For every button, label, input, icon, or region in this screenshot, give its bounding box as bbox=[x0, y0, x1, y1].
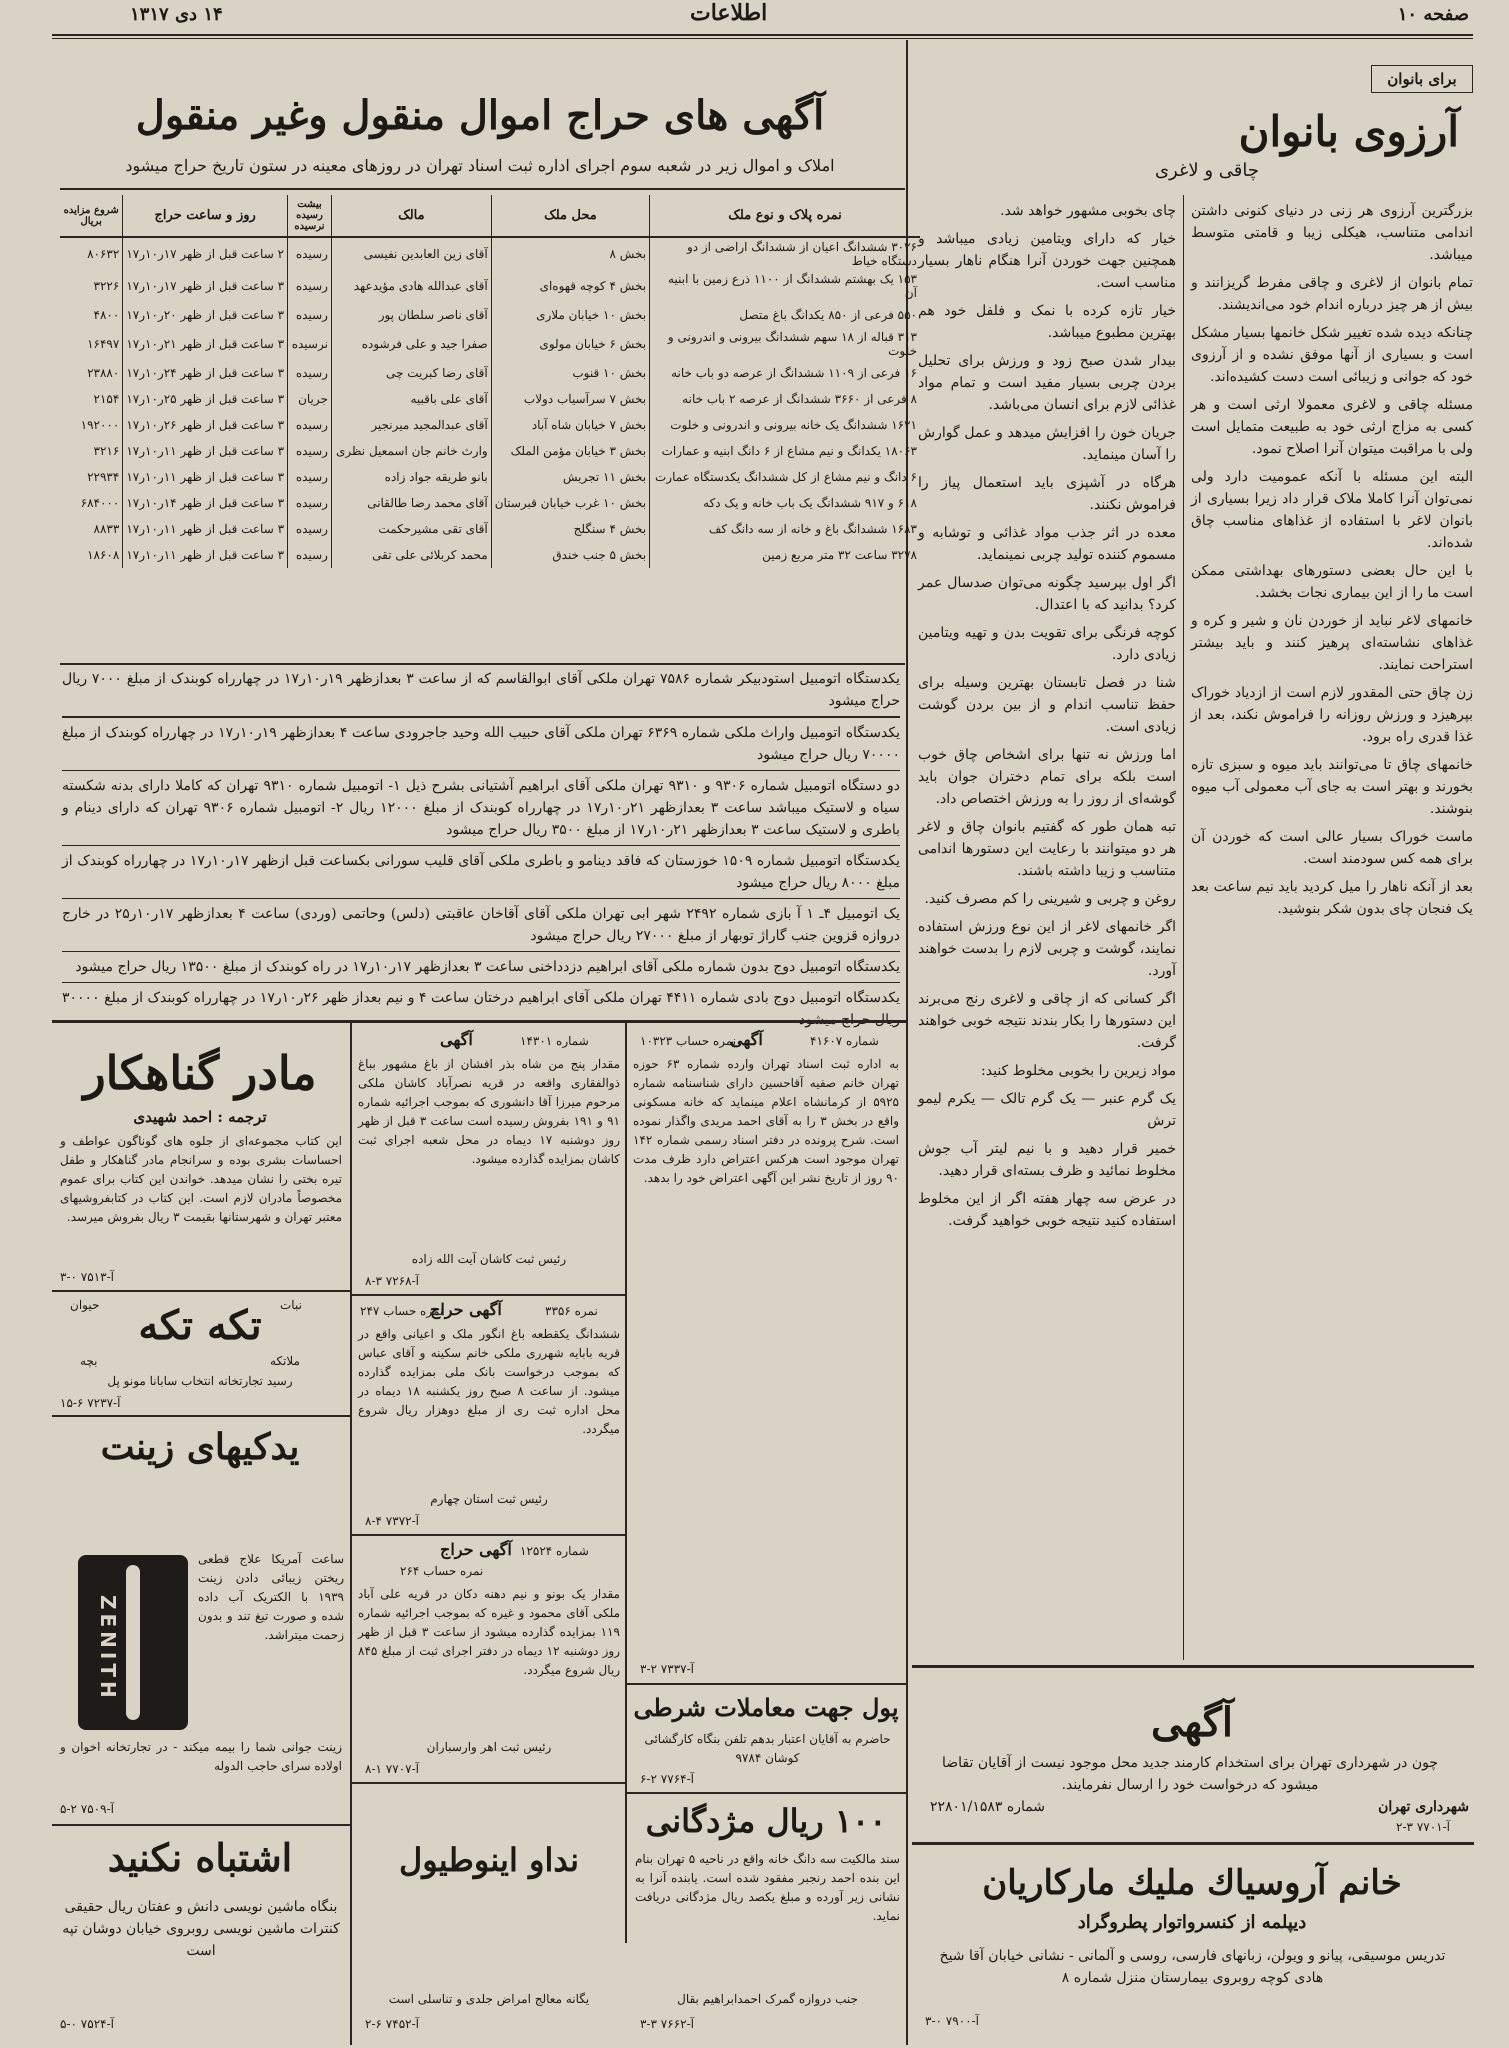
table-cell: بخش ۳ خیابان مؤمن الملک bbox=[491, 438, 649, 464]
table-row bbox=[60, 328, 920, 360]
article-paragraph: تمام بانوان از لاغری و چاقی مفرط گریزانند و بیش از هر چیز درباره اندام خود می‌اندیشند. bbox=[1191, 275, 1473, 313]
nedavino-body: یگانه معالج امراض جلدی و تناسلی است bbox=[388, 1992, 590, 2006]
tikka-sub: نبات bbox=[280, 1298, 302, 1312]
notice3-footer: رئیس ثبت استان چهارم bbox=[430, 1492, 548, 1506]
column-header: محل ملک bbox=[491, 195, 649, 237]
table-row bbox=[60, 464, 920, 490]
novel-code: آ-۷۵۱۳ ۰-۳ bbox=[60, 1270, 114, 1284]
article-title: آرزوی بانوان bbox=[1238, 107, 1459, 156]
page-number: صفحه ۱۰ bbox=[1397, 4, 1469, 25]
notice-paragraph: یکدستگاه اتومبیل دوج بدون شماره ملکی آقای ابراهیم دزدداخنی ساعت ۳ بعدازظهر ۱۷ر۱۰ر۱۷ در راه کوبندک از مبلغ ۱۳۵۰۰ ریال حراج میشود bbox=[75, 959, 900, 975]
reward-code: آ-۷۶۶۲ ۳-۳ bbox=[640, 2017, 694, 2031]
table-cell: بخش ۴ کوچه قهوه‌ای bbox=[491, 270, 649, 302]
article-column-right bbox=[1191, 200, 1473, 926]
article-paragraph: خیار تازه کرده با نمک و فلفل خود هم بهترین مطبوع میباشد. bbox=[918, 303, 1176, 341]
table-row bbox=[60, 270, 920, 302]
novel-title: مادر گناهکار bbox=[83, 1046, 317, 1100]
column-header: شروع مزایده بریال bbox=[60, 195, 123, 237]
table-cell: بخش ۷ سرآسیاب دولاب bbox=[491, 386, 649, 412]
tikka-sub: حیوان bbox=[70, 1298, 100, 1312]
notice3-code: آ-۷۳۷۲ ۴-۸ bbox=[365, 1514, 419, 1528]
notice3-account: نمره حساب ۲۴۷ bbox=[360, 1304, 444, 1318]
table-cell: ۶ دانگ و نیم مشاع از کل ششدانگ یکدستگاه عمارت bbox=[650, 464, 920, 490]
auction-table bbox=[60, 195, 920, 568]
article-paragraph: بزرگترین آرزوی هر زنی در دنیای کنونی داشتن اندامی متناسب، هیکلی زیبا و قامتی متوسط میباشد. bbox=[1191, 203, 1473, 263]
notice3-number: نمره ۳۳۵۶ bbox=[545, 1304, 598, 1318]
music-title: خانم آروسیاك ملیك ماركاریان bbox=[982, 1863, 1402, 1903]
tikka-code: آ-۷۲۳۷ ۶-۱۵ bbox=[60, 1396, 121, 1410]
table-cell: آقای عبدالمجید میرنجیر bbox=[331, 412, 491, 438]
table-cell: ۱۸۶۰۸ bbox=[87, 548, 120, 562]
jewelry-title: یدکیهای زینت bbox=[100, 1426, 300, 1468]
column-header: بیشت رسیده نرسیده bbox=[288, 195, 332, 237]
article-paragraph: روغن و چربی و شیرینی را کم مصرف کنید. bbox=[924, 891, 1176, 907]
nedavino-code: آ-۷۴۵۲ ۶-۲ bbox=[365, 2017, 419, 2031]
table-cell: ۲۲۹۳۴ bbox=[87, 470, 120, 484]
table-cell: ۴۸۰۰ bbox=[93, 308, 120, 322]
table-cell: ۶۸۴۰۰۰ bbox=[80, 496, 120, 510]
notice2-footer: رئیس ثبت کاشان آیت الله زاده bbox=[411, 1252, 567, 1266]
article-paragraph: البته این مسئله با آنکه عمومیت دارد ولی نمی‌توان آنرا کاملا ملاک قرار داد زیرا بسیاری از بانوان لاغر با استفاده از غذاهای مناسب چاق شده‌اند. bbox=[1191, 469, 1473, 551]
table-cell: ۱۹۲۰۰۰ bbox=[80, 418, 120, 432]
table-cell: ۵۵۰ فرعی از ۸۵۰ یکدانگ باغ متصل bbox=[650, 302, 920, 328]
article-paragraph: تبه همان طور که گفتیم بانوان چاق و لاغر هر دو میتوانند با رعایت این دستورها اندامی متناسب و زیبا داشته باشند. bbox=[918, 819, 1176, 879]
table-row bbox=[60, 542, 920, 568]
notice-paragraph: یک اتومبیل ۴ـ ۱ آ بازی شماره ۲۴۹۲ شهر ابی تهران ملکی آقای آقاخان عاقبتی (دلس) وحاتمی (وردی) ساعت ۴ بعدازظهر ۱۷ر۱۰ر۲۵ در خارج دروازه قزوین جنب گاراژ توبهار از مبلغ ۲۷۰۰۰ ریال حراج میشود bbox=[62, 906, 900, 944]
table-cell: ۱۶ فرعی از ۱۱۰۹ ششدانگ از عرصه دو باب خانه bbox=[650, 360, 920, 386]
notice3-body: ششدانگ یکقطعه باغ انگور ملک و اعیانی واقع در قریه بابایه شهرری ملکی خانم سکینه و آقای عباس که بموجب درخواست بانک ملی بمزایده گذارده میشود. از ساعت ۸ صبح روز یکشنبه ۱۸ دیماه در محل اداره ثبت ری از مبلغ دوهزار ریال شروع میگردد. bbox=[358, 1327, 620, 1436]
loan-body: حاضرم به آقایان اعتبار بدهم تلفن بنگاه کارگشائی کوشان ۹۷۸۴ bbox=[644, 1732, 891, 1765]
column-header: مالک bbox=[331, 195, 491, 237]
column-header: نمره پلاک و نوع ملک bbox=[650, 195, 920, 237]
table-cell: آقای علی باقبیه bbox=[331, 386, 491, 412]
table-cell: بخش ۸ bbox=[491, 237, 649, 270]
table-cell: بانو طریقه جواد زاده bbox=[331, 464, 491, 490]
mistake-code: آ-۷۵۲۴ ۰-۵ bbox=[60, 2017, 114, 2031]
notice-paragraph: دو دستگاه اتومبیل شماره ۹۳۰۶ و ۹۳۱۰ تهران ملکی آقای ابراهیم آشتیانی بشرح ذیل ۱- اتومبیل شماره ۹۳۱۰ تهران که کاملا دارای بدنه شکسته سیاه و لاستیک میباشد ساعت ۳ بعدازظهر ۲۱ر۱۰ر۱۷ در چهارراه کوبندک از مبلغ ۱۲۰۰۰ ریال ۲- اتومبیل شماره ۹۳۰۶ تهران که دارای دینام و باطری و لاستیک ساعت ۳ بعدازظهر ۲۱ر۱۰ر۱۷ از مبلغ ۳۵۰۰ ریال حراج میشود bbox=[62, 778, 900, 838]
municipal-body: چون در شهرداری تهران برای استخدام کارمند جدید محل موجود نیست از آقایان تقاضا میشود که درخواست خود را ارسال نفرمایند. bbox=[942, 1755, 1438, 1793]
table-cell: ۲ ساعت قبل از ظهر ۱۷ر۱۰ر۱۷ bbox=[123, 237, 288, 270]
table-cell: ۳۲۱۶ bbox=[93, 444, 120, 458]
notice-paragraph: یکدستگاه اتومبیل شماره ۱۵۰۹ خوزستان که فاقد دینامو و باطری ملکی آقای قلیب سورانی بکساعت قبل ازظهر ۱۷ر۱۰ر۱۷ در چهارراه کوبندک از مبلغ ۸۰۰۰ ریال حراج میشود bbox=[62, 853, 900, 891]
issue-date: ۱۴ دی ۱۳۱۷ bbox=[130, 4, 223, 25]
table-cell: ۳ ساعت قبل از ظهر ۲۶ر۱۰ر۱۷ bbox=[123, 412, 288, 438]
municipal-footer: شهرداری تهران bbox=[1378, 1799, 1469, 1815]
reward-body: سند مالکیت سه دانگ خانه واقع در ناحیه ۵ تهران بنام این بنده احمد رنجبر مفقود شده است. یابنده آنرا به نشانی زیر آورده و مبلغ یکصد ریال مژدگانی دریافت نماید. bbox=[635, 1852, 900, 1923]
table-cell: رسیده bbox=[288, 542, 332, 568]
table-cell: ۳۲۷۸ ساعت ۳۲ متر مربع زمین bbox=[650, 542, 920, 568]
reward-footer: جنب دروازه گمرک احمدابراهیم بقال bbox=[677, 1992, 858, 2006]
article-paragraph: در عرض سه چهار هفته اگر از این مخلوط استفاده کنید نتیجه خوبی خواهید گرفت. bbox=[918, 1191, 1176, 1229]
article-paragraph: شنا در فصل تابستان بهترین وسیله برای حفظ تناسب اندام و از بین بردن گوشت زیادی است. bbox=[918, 675, 1176, 735]
notice4-code: آ-۷۷۰۷ ۱-۸ bbox=[365, 1762, 419, 1776]
article-column-left bbox=[918, 200, 1176, 1238]
table-row bbox=[60, 386, 920, 412]
notice1-number: شماره ۴۱۶۰۷ bbox=[810, 1034, 879, 1048]
table-cell: بخش ۱۰ قنوب bbox=[491, 360, 649, 386]
music-code: آ-۷۹۰۰ ۰-۳ bbox=[925, 2014, 979, 2028]
section-label: برای بانوان bbox=[1371, 65, 1473, 93]
notice1-account: نمره حساب ۱۰۳۲۳ bbox=[640, 1034, 737, 1048]
table-cell: بخش ۵ جنب خندق bbox=[491, 542, 649, 568]
article-paragraph: با این حال بعضی دستورهای بهداشتی ممکن است ما را از این بیماری نجات بخشد. bbox=[1191, 563, 1473, 601]
mistake-title: اشتباه نکنید bbox=[107, 1835, 293, 1880]
article-paragraph: زن چاق حتی المقدور لازم است از ازدیاد خوراک بپرهیزد و ورزش روزانه را فراموش نکند، بعد از غذا قدری راه برود. bbox=[1191, 685, 1473, 745]
table-cell: آقای عبدالله هادی مؤیدعهد bbox=[331, 270, 491, 302]
notice2-body: مقدار پنج من شاه بذر افشان از باغ مشهور بباغ ذوالفقاری واقعه در قریه نصرآباد کاشان ملکی مرحوم میرزا آقا دانشوری که بموجب اجرائیه شماره ۹۱ و ۱۹۱ بفروش رسیده است ساعت ۳ قبل از ظهر روز دوشنبه ۱۷ دیماه در محل شعبه اجرای ثبت کاشان بمزایده گذارده میشود. bbox=[358, 1057, 620, 1166]
notice2-title: آگهی bbox=[440, 1030, 473, 1049]
article-paragraph: بعد از آنکه ناهار را میل کردید باید نیم ساعت بعد یک فنجان چای بدون شکر بنوشید. bbox=[1191, 879, 1473, 917]
table-cell: نرسیده bbox=[288, 328, 332, 360]
table-cell: رسیده bbox=[288, 490, 332, 516]
table-cell: ۸ فرعی از ۳۶۶۰ ششدانگ از عرصه ۲ باب خانه bbox=[650, 386, 920, 412]
article-paragraph: خیار که دارای ویتامین زیادی میباشد و همچنین جهت خوردن آنرا هنگام ناهار بسیار مناسب است. bbox=[918, 231, 1176, 291]
table-cell: رسیده bbox=[288, 302, 332, 328]
article-paragraph: اگر خانمهای لاغر از این نوع ورزش استفاده نمایند، گوشت و چربی لازم را بدست خواهند آورد. bbox=[918, 919, 1176, 979]
table-cell: ۳ ساعت قبل از ظهر ۱۴ر۱۰ر۱۷ bbox=[123, 490, 288, 516]
auction-title: آگهی های حراج اموال منقول وغیر منقول bbox=[135, 92, 825, 139]
tikka-sub: ملاتکه bbox=[270, 1354, 300, 1368]
vehicle-notices bbox=[62, 668, 900, 1034]
article-paragraph: چای بخوبی مشهور خواهد شد. bbox=[1000, 203, 1176, 219]
novel-translator: ترجمه : احمد شهیدی bbox=[133, 1108, 267, 1126]
table-cell: ۳ ساعت قبل از ظهر ۲۴ر۱۰ر۱۷ bbox=[123, 360, 288, 386]
table-cell: ۱۶۸۳ ششدانگ باغ و خانه از سه دانگ کف bbox=[650, 516, 920, 542]
table-cell: آقای تقی مشیرحکمت bbox=[331, 516, 491, 542]
article-paragraph: خمیر قرار دهید و با نیم لیتر آب جوش مخلوط نمائید و ظرف بسته‌ای قرار دهید. bbox=[918, 1141, 1176, 1179]
article-paragraph: معده در اثر جذب مواد غذائی و توشابه و مسموم کننده تولید چربی نمینماید. bbox=[918, 525, 1176, 563]
article-subtitle: چاقی و لاغری bbox=[1154, 160, 1259, 181]
table-cell: بخش ۷ خیابان شاه آباد bbox=[491, 412, 649, 438]
table-cell: ۳ ساعت قبل از ظهر ۱۱ر۱۰ر۱۷ bbox=[123, 542, 288, 568]
article-paragraph: جریان خون را افزایش میدهد و عمل گوارش را آسان مینماید. bbox=[918, 425, 1176, 463]
article-paragraph: هرگاه در آشپزی باید استعمال پیاز را فراموش نکنند. bbox=[918, 475, 1176, 513]
article-paragraph: یک گرم عنبر — یک گرم تالک — یکرم لیمو ترش bbox=[918, 1091, 1176, 1129]
table-cell: ۳ ساعت قبل از ظهر ۲۰ر۱۰ر۱۷ bbox=[123, 302, 288, 328]
table-cell: ۳ ساعت قبل از ظهر ۲۱ر۱۰ر۱۷ bbox=[123, 328, 288, 360]
municipal-code: آ-۷۷۰۱ ۳-۲ bbox=[1396, 1820, 1450, 1834]
table-cell: ۱۸۰۶۳ یکدانگ و نیم مشاع از ۶ دانگ ابنیه و عمارات bbox=[650, 438, 920, 464]
novel-body: این کتاب مجموعه‌ای از جلوه های گوناگون عواطف و احساسات بشری بوده و سرانجام مادر گناهکار و طفل تیره بختی را نشان میدهد. خواندن این کتاب برای عموم مخصوصاً مادران لازم است. این کتاب در کتابفروشیهای معتبر تهران و شهرستانها بقیمت ۳ ریال بفروش میرسد. bbox=[60, 1134, 342, 1224]
column-header: روز و ساعت حراج bbox=[123, 195, 288, 237]
loan-code: آ-۷۷۶۴ ۲-۶ bbox=[640, 1772, 694, 1786]
article-paragraph: کوچه فرنگی برای تقویت بدن و تهیه ویتامین زیادی دارد. bbox=[918, 625, 1176, 663]
paper-name: اطلاعات bbox=[690, 0, 768, 26]
table-cell: جریان bbox=[288, 386, 332, 412]
table-cell: بخش ۶ خیابان مولوی bbox=[491, 328, 649, 360]
table-row bbox=[60, 438, 920, 464]
table-cell: ۸۸۳۳ bbox=[93, 522, 120, 536]
table-cell: رسیده bbox=[288, 270, 332, 302]
municipal-title: آگهی bbox=[1151, 1699, 1233, 1746]
article-paragraph: خانمهای لاغر نباید از خوردن نان و شیر و کره و غذاهای نشاسته‌ای پرهیز کنند و باید بیشتر استراحت نمایند. bbox=[1191, 613, 1473, 673]
notice-paragraph: یکدستگاه اتومبیل واراث ملکی شماره ۶۳۶۹ تهران ملکی آقای حبیب الله وحید جاجرودی ساعت ۴ بعدازظهر ۱۹ر۱۰ر۱۷ در چهارراه کوبندک از مبلغ ۷۰۰۰۰ ریال حراج میشود bbox=[62, 725, 900, 763]
table-cell: بخش ۱۰ خیابان ملاری bbox=[491, 302, 649, 328]
jewelry-body-2: زینت جوانی شما را بیمه میکند - در تجارتخانه اخوان و اولاده سرای حاجب الدوله bbox=[60, 1740, 342, 1773]
jewelry-code: آ-۷۵۰۹ ۲-۵ bbox=[60, 1802, 114, 1816]
table-cell: محمد کربلائی علی تقی bbox=[331, 542, 491, 568]
table-cell: ۱۶۴۹۷ bbox=[87, 337, 120, 351]
table-cell: ۱۵۳ یک بهشتم ششدانگ از ۱۱۰۰ ذرع زمین با ابنیه آن bbox=[650, 270, 920, 302]
reward-title: ۱۰۰ ریال مژدگانی bbox=[645, 1802, 887, 1840]
table-row bbox=[60, 302, 920, 328]
tikka-body: رسید تجارتخانه انتخاب سابانا مونو پل bbox=[107, 1374, 293, 1388]
table-cell: رسیده bbox=[288, 412, 332, 438]
table-cell: ۳ ساعت قبل از ظهر ۲۵ر۱۰ر۱۷ bbox=[123, 386, 288, 412]
table-row bbox=[60, 490, 920, 516]
table-cell: ۳ ساعت قبل از ظهر ۱۷ر۱۰ر۱۷ bbox=[123, 270, 288, 302]
table-cell: ۳۱۳ قباله از ۱۸ سهم ششدانگ بیرونی و اندرونی و خلوت bbox=[650, 328, 920, 360]
notice-paragraph: یکدستگاه اتومبیل استودبیکر شماره ۷۵۸۶ تهران ملکی آقای ابوالقاسم که از ساعت ۳ بعدازظهر ۱۹ر۱۰ر۱۷ در چهارراه کوبندک از مبلغ ۷۰۰۰ ریال حراج میشود bbox=[62, 671, 901, 709]
notice1-code: آ-۷۳۳۷ ۲-۳ bbox=[640, 1662, 694, 1676]
table-cell: آقای رضا کبریت چی bbox=[331, 360, 491, 386]
table-cell: بخش ۱۰ غرب خیابان قبرستان bbox=[491, 490, 649, 516]
music-body: تدریس موسیقی، پیانو و ویولن، زبانهای فارسی، روسی و آلمانی - نشانی خیابان آقا شیخ هادی کوچه روبروی بیمارستان منزل شماره ۸ bbox=[939, 1948, 1446, 1986]
razor-brand: ZENITH bbox=[96, 1595, 120, 1702]
auction-intro: املاک و اموال زیر در شعبه سوم اجرای اداره ثبت اسناد تهران در روزهای معینه در ستون تاریخ حراج میشود bbox=[125, 156, 835, 175]
table-cell: وارث خانم جان اسمعیل نظری bbox=[331, 438, 491, 464]
tikka-sub: بچه bbox=[80, 1354, 98, 1368]
table-cell: آقای زین العابدین نفیسی bbox=[331, 237, 491, 270]
table-cell: ۳ ساعت قبل از ظهر ۱۱ر۱۰ر۱۷ bbox=[123, 516, 288, 542]
table-cell: ۶۱۸ و ۹۱۷ ششدانگ یک باب خانه و یک دکه bbox=[650, 490, 920, 516]
article-paragraph: بیدار شدن صبح زود و ورزش برای تحلیل بردن چربی بسیار مفید است و تمام مواد غذائی لازم برای انسان می‌باشد. bbox=[918, 353, 1176, 413]
table-cell: ۸۰۶۳۲ bbox=[87, 247, 120, 261]
table-row bbox=[60, 412, 920, 438]
article-paragraph: مسئله چاقی و لاغری معمولا ارثی است و هر کسی به مزاج ارثی خود به طبیعت متمایل است ولی با مراقبت میتوان آنرا اصلاح نمود. bbox=[1191, 397, 1473, 457]
table-cell: ۳ ساعت قبل از ظهر ۱۱ر۱۰ر۱۷ bbox=[123, 464, 288, 490]
table-cell: ۳۰۲۶ ششدانگ اعیان از ششدانگ اراضی از دو دستگاه خیاط bbox=[650, 237, 920, 270]
table-cell: رسیده bbox=[288, 360, 332, 386]
notice2-number: شماره ۱۴۳۰۱ bbox=[520, 1034, 589, 1048]
table-cell: ۲۳۸۸۰ bbox=[87, 366, 120, 380]
article-paragraph: اما ورزش نه تنها برای اشخاص چاق خوب است بلکه برای تمام دختران جوان باید گوشه‌ای از روز را به ورزش اختصاص داد. bbox=[918, 747, 1176, 807]
table-row bbox=[60, 516, 920, 542]
notice-paragraph: یکدستگاه اتومبیل دوج بادی شماره ۴۴۱۱ تهران ملکی آقای ابراهیم درختان ساعت ۴ و نیم بعداز ظهر ۲۶ر۱۰ر۱۷ در چهارراه کوبندک از مبلغ ۳۰۰۰۰ bbox=[62, 990, 900, 1006]
table-cell: ۳۲۲۶ bbox=[93, 279, 120, 293]
notice1-body: به اداره ثبت اسناد تهران وارده شماره ۶۳ حوزه تهران خانم صفیه آقاحسین دارای شناسنامه شماره ۵۹۲۵ از کرمانشاه اعلام مینماید که خانه مسکونی واقع در بخش ۳ را به آقای احمد مریدی واگذار نموده است. شرح پرونده در دفتر اسناد رسمی شماره ۱۴۲ تهران موجود است هرکس اعتراض دارد ظرف مدت ۹۰ روز از تاریخ نشر این آگهی اعتراض خود را بدهد. bbox=[633, 1057, 900, 1185]
notice2-code: آ-۷۲۶۸ ۳-۸ bbox=[365, 1274, 419, 1288]
table-cell: بخش ۱۱ تجریش bbox=[491, 464, 649, 490]
article-paragraph: اگر اول بپرسید چگونه می‌توان صدسال عمر کرد؟ بدانید که با اعتدال. bbox=[918, 575, 1176, 613]
table-cell: بخش ۴ سنگلج bbox=[491, 516, 649, 542]
table-cell: ۲۱۵۴ bbox=[93, 392, 120, 406]
table-cell: ۱۶۲۱ ششدانگ یک خانه بیرونی و اندرونی و خلوت bbox=[650, 412, 920, 438]
notice4-account: نمره حساب ۲۶۴ bbox=[400, 1564, 484, 1578]
notice1-title: آگهی bbox=[730, 1030, 763, 1049]
table-cell: آقای ناصر سلطان پور bbox=[331, 302, 491, 328]
razor-blade-image bbox=[78, 1555, 188, 1730]
table-cell: رسیده bbox=[288, 516, 332, 542]
mistake-body: بنگاه ماشین نویسی دانش و عفتان ریال حقیقی کنترات ماشین نویسی روبروی خیابان دوشان تپه است bbox=[62, 1899, 340, 1959]
nedavino-title: نداو اینوطیول bbox=[398, 1841, 580, 1879]
tikka-title: تکه تکه bbox=[138, 1302, 262, 1349]
notice3-title: آگهی حراج bbox=[430, 1300, 502, 1319]
article-paragraph: اگر کسانی که از چاقی و لاغری رنج می‌برند این دستورها را بکار بندند نتیجه خوبی خواهند گرفت. bbox=[918, 991, 1176, 1051]
table-row bbox=[60, 237, 920, 270]
table-cell: رسیده bbox=[288, 438, 332, 464]
notice4-body: مقدار یک بونو و نیم دهنه دکان در قریه علی آباد ملکی آقای محمود و غیره که بموجب اجرائیه شماره ۱۱۹ بمزایده گذارده میشود از ساعت ۳ قبل از ظهر روز دوشنبه ۱۲ دیماه در دفتر اجرای ثبت از مبلغ ۸۴۵ ریال شروع میگردد. bbox=[358, 1587, 621, 1677]
table-cell: رسیده bbox=[288, 237, 332, 270]
article-paragraph: چنانکه دیده شده تغییر شکل خانمها بسیار مشکل است و بسیاری از آنها موفق نشده و از آرزوی خود که جوانی و زیبائی است دست کشیده‌اند. bbox=[1191, 325, 1473, 385]
article-paragraph: خانمهای چاق تا می‌توانند باید میوه و سبزی تازه بخورند و بهتر است به جای آب معمولی آب میوه بنوشند. bbox=[1191, 757, 1473, 817]
article-paragraph: مواد زیرین را بخوبی مخلوط کنید: bbox=[981, 1063, 1176, 1079]
table-cell: ۳ ساعت قبل از ظهر ۱۱ر۱۰ر۱۷ bbox=[123, 438, 288, 464]
table-cell: آقای محمد رضا طالقانی bbox=[331, 490, 491, 516]
table-row bbox=[60, 360, 920, 386]
notice4-title: آگهی حراج bbox=[440, 1540, 512, 1559]
table-cell: رسیده bbox=[288, 464, 332, 490]
jewelry-body: ساعت آمریکا علاج قطعی ریختن زیبائی دادن زینت ۱۹۳۹ با الکتریک آب داده شده و صورت تیغ تند و بدون زحمت میتراشد. bbox=[198, 1552, 344, 1642]
municipal-ref: شماره ۲۲۸۰۱/۱۵۸۳ bbox=[930, 1799, 1046, 1815]
notice4-number: شماره ۱۲۵۲۴ bbox=[520, 1544, 589, 1558]
notice4-footer: رئیس ثبت اهر وارسباران bbox=[426, 1740, 552, 1754]
loan-title: پول جهت معاملات شرطی bbox=[633, 1693, 899, 1722]
music-subtitle: دیپلمه از کنسرواتوار پطروگراد bbox=[1077, 1912, 1307, 1933]
article-paragraph: ماست خوراک بسیار عالی است که خوردن آن برای همه کس سودمند است. bbox=[1191, 829, 1473, 867]
table-cell: صفرا جید و علی فرشوده bbox=[331, 328, 491, 360]
